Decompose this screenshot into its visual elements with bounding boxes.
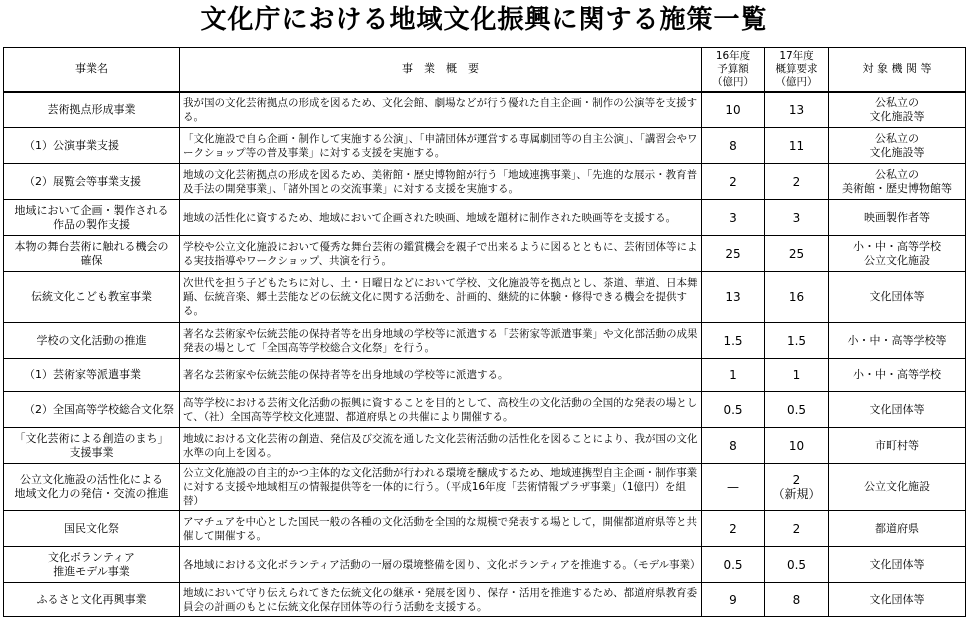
target-institution: 公私立の 文化施設等 — [829, 92, 966, 128]
project-summary: 高等学校における芸術文化活動の振興に資することを目的として、高校生の文化活動の全国的な発表の場として、（社）全国高等学校文化連盟、都道府県との共催により開催する。 — [180, 392, 702, 428]
request-fy17: 2 — [765, 164, 829, 200]
target-institution: 映画製作者等 — [829, 200, 966, 236]
project-summary: 著名な芸術家や伝統芸能の保持者等を出身地域の学校等に派遣する「芸術家等派遣事業」や文化部活動の成果発表の場として「全国高等学校総合文化祭」を行う。 — [180, 323, 702, 359]
project-summary: 「文化施設で自ら企画・制作して実施する公演」、「申請団体が運営する専属劇団等の自主公演」、「講習会やワークショップ等の普及事業」に対する支援を実施する。 — [180, 128, 702, 164]
header-row — [4, 48, 966, 92]
table-row — [4, 272, 966, 323]
request-fy17: 8 — [765, 583, 829, 617]
budget-fy16: 8 — [702, 428, 765, 464]
request-fy17: 25 — [765, 236, 829, 272]
project-summary: 地域の活性化に資するため、地域において企画された映画、地域を題材に制作された映画等を支援する。 — [180, 200, 702, 236]
budget-fy16: — — [702, 464, 765, 511]
target-institution: 公私立の 文化施設等 — [829, 128, 966, 164]
budget-fy16: 1 — [702, 359, 765, 392]
table-row — [4, 428, 966, 464]
budget-fy16: 2 — [702, 164, 765, 200]
request-fy17: 2 （新規） — [765, 464, 829, 511]
request-fy17: 1.5 — [765, 323, 829, 359]
budget-fy16: 8 — [702, 128, 765, 164]
target-institution: 文化団体等 — [829, 392, 966, 428]
request-fy17: 10 — [765, 428, 829, 464]
policy-table — [3, 47, 966, 617]
col-header-summary: 事 業 概 要 — [180, 48, 702, 92]
project-summary: 我が国の文化芸術拠点の形成を図るため、文化会館、劇場などが行う優れた自主企画・制作の公演等を支援する。 — [180, 92, 702, 128]
request-fy17: 2 — [765, 511, 829, 547]
col-header-budget16: 16年度 予算額 （億円） — [702, 48, 765, 92]
project-name: 芸術拠点形成事業 — [4, 92, 180, 128]
budget-fy16: 1.5 — [702, 323, 765, 359]
table-row — [4, 92, 966, 128]
project-summary: 著名な芸術家や伝統芸能の保持者等を出身地域の学校等に派遣する。 — [180, 359, 702, 392]
budget-fy16: 3 — [702, 200, 765, 236]
budget-fy16: 13 — [702, 272, 765, 323]
table-row — [4, 392, 966, 428]
table-row — [4, 236, 966, 272]
table-row — [4, 511, 966, 547]
table-row — [4, 464, 966, 511]
project-name: 学校の文化活動の推進 — [4, 323, 180, 359]
table-row — [4, 164, 966, 200]
project-summary: アマチュアを中心とした国民一般の各種の文化活動を全国的な規模で発表する場として，開催都道府県等と共催して開催する。 — [180, 511, 702, 547]
request-fy17: 13 — [765, 92, 829, 128]
project-name: 「文化芸術による創造のまち」 支援事業 — [4, 428, 180, 464]
project-name: （1）公演事業支援 — [4, 128, 180, 164]
project-name: 地域において企画・製作される 作品の製作支援 — [4, 200, 180, 236]
project-summary: 地域の文化芸術拠点の形成を図るため、美術館・歴史博物館が行う「地域連携事業」、「先進的な展示・教育普及手法の開発事業」、「諸外国との交流事業」に対する支援を実施する。 — [180, 164, 702, 200]
request-fy17: 0.5 — [765, 547, 829, 583]
target-institution: 文化団体等 — [829, 272, 966, 323]
project-name: ふるさと文化再興事業 — [4, 583, 180, 617]
project-name: 国民文化祭 — [4, 511, 180, 547]
budget-fy16: 0.5 — [702, 547, 765, 583]
request-fy17: 16 — [765, 272, 829, 323]
request-fy17: 0.5 — [765, 392, 829, 428]
target-institution: 都道府県 — [829, 511, 966, 547]
target-institution: 小・中・高等学校 — [829, 359, 966, 392]
target-institution: 文化団体等 — [829, 583, 966, 617]
col-header-request17: 17年度 概算要求 （億円） — [765, 48, 829, 92]
col-header-name: 事業名 — [4, 48, 180, 92]
request-fy17: 3 — [765, 200, 829, 236]
project-summary: 地域における文化芸術の創造、発信及び交流を通した文化芸術活動の活性化を図ることにより、我が国の文化水準の向上を図る。 — [180, 428, 702, 464]
project-summary: 地域において守り伝えられてきた伝統文化の継承・発展を図り、保存・活用を推進するため、都道府県教育委員会の計画のもとに伝統文化保存団体等の行う活動を支援する。 — [180, 583, 702, 617]
col-header-target: 対 象 機 関 等 — [829, 48, 966, 92]
project-name: 文化ボランティア 推進モデル事業 — [4, 547, 180, 583]
budget-fy16: 0.5 — [702, 392, 765, 428]
budget-fy16: 9 — [702, 583, 765, 617]
project-name: 伝統文化こども教室事業 — [4, 272, 180, 323]
project-name: 本物の舞台芸術に触れる機会の 確保 — [4, 236, 180, 272]
budget-fy16: 10 — [702, 92, 765, 128]
table-row — [4, 547, 966, 583]
budget-fy16: 25 — [702, 236, 765, 272]
target-institution: 市町村等 — [829, 428, 966, 464]
budget-fy16: 2 — [702, 511, 765, 547]
project-summary: 各地域における文化ボランティア活動の一層の環境整備を図り、文化ボランティアを推進する。（モデル事業） — [180, 547, 702, 583]
project-summary: 次世代を担う子どもたちに対し、土・日曜日などにおいて学校、文化施設等を拠点とし、茶道、華道、日本舞踊、伝統音楽、郷土芸能などの伝統文化に関する活動を、計画的、継続的に体験・修得できる機会を提供する。 — [180, 272, 702, 323]
table-row — [4, 359, 966, 392]
target-institution: 公私立の 美術館・歴史博物館等 — [829, 164, 966, 200]
project-name: （2）全国高等学校総合文化祭 — [4, 392, 180, 428]
table-row — [4, 583, 966, 617]
project-name: （1）芸術家等派遣事業 — [4, 359, 180, 392]
target-institution: 小・中・高等学校等 — [829, 323, 966, 359]
target-institution: 公立文化施設 — [829, 464, 966, 511]
project-name: （2）展覧会等事業支援 — [4, 164, 180, 200]
table-row — [4, 200, 966, 236]
request-fy17: 1 — [765, 359, 829, 392]
project-name: 公立文化施設の活性化による 地域文化力の発信・交流の推進 — [4, 464, 180, 511]
request-fy17: 11 — [765, 128, 829, 164]
target-institution: 小・中・高等学校 公立文化施設 — [829, 236, 966, 272]
table-row — [4, 323, 966, 359]
project-summary: 公立文化施設の自主的かつ主体的な文化活動が行われる環境を醸成するため、地域連携型自主企画・制作事業に対する支援や地域相互の情報提供等を一体的に行う。（平成16年度「芸術情報プラザ事業」（1億円）を組替） — [180, 464, 702, 511]
target-institution: 文化団体等 — [829, 547, 966, 583]
table-row — [4, 128, 966, 164]
project-summary: 学校や公立文化施設において優秀な舞台芸術の鑑賞機会を親子で出来るように図るとともに、芸術団体等による実技指導やワークショップ、共演を行う。 — [180, 236, 702, 272]
page-title: 文化庁における地域文化振興に関する施策一覧 — [200, 5, 768, 35]
